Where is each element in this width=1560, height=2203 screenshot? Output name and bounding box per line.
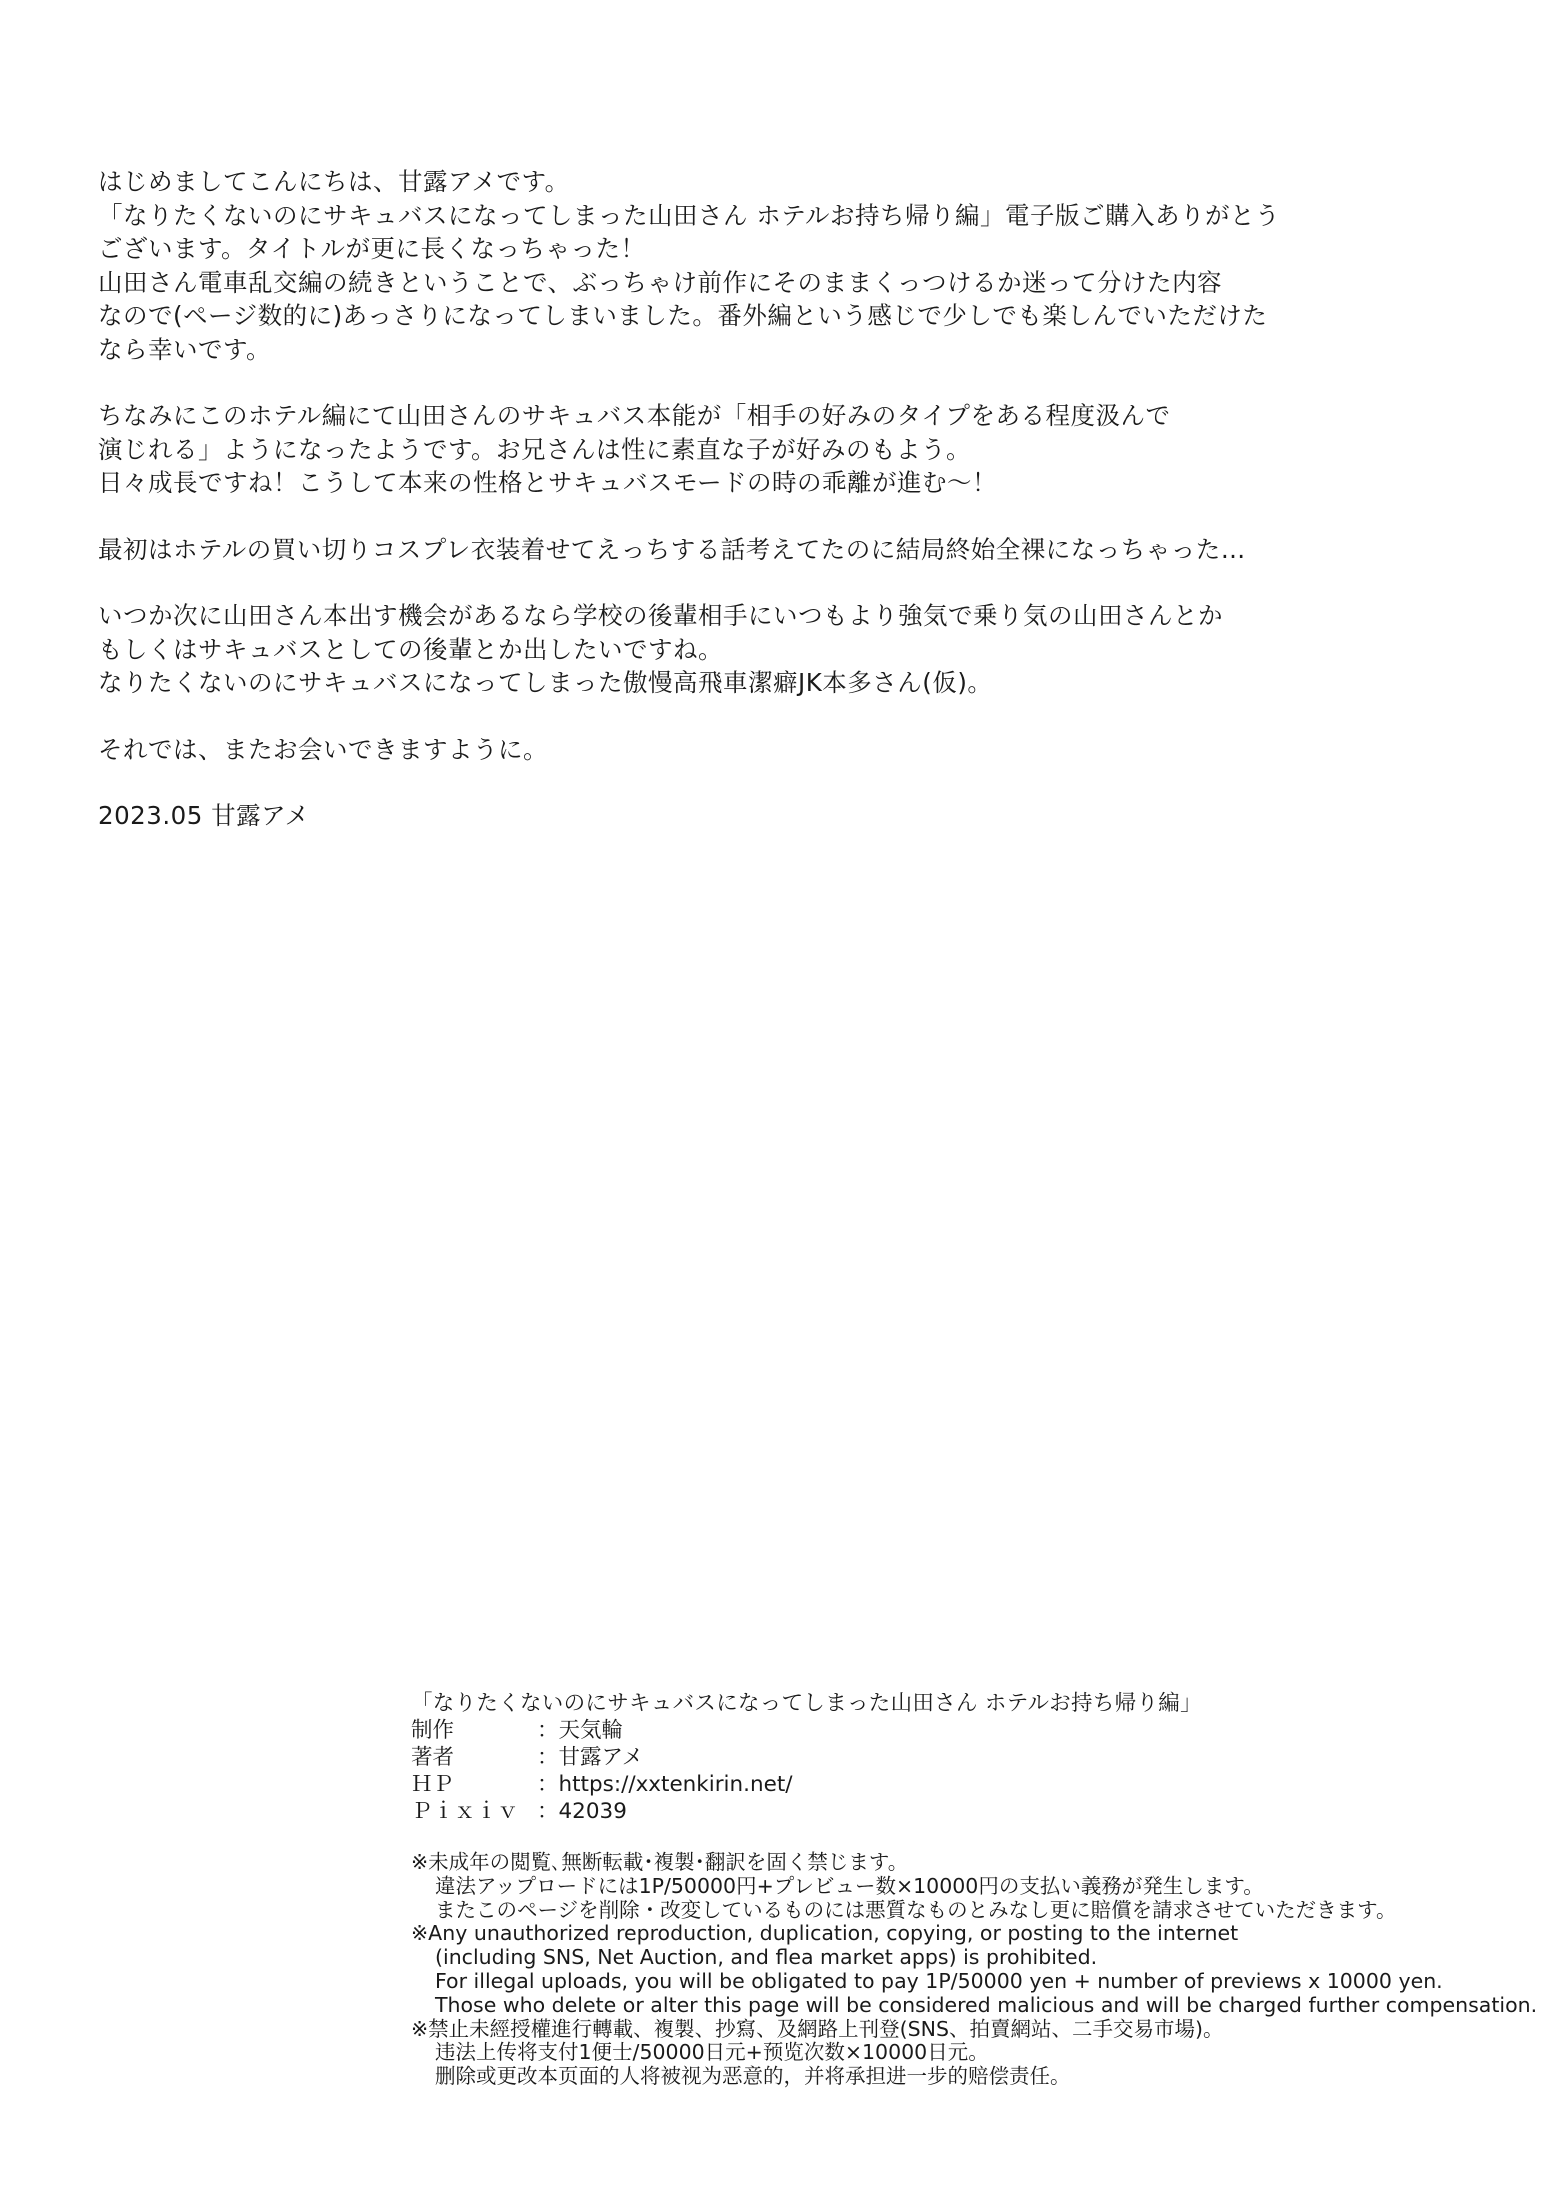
notice-line: For illegal uploads, you will be obligated to pay 1P/50000 yen + number of previews x 10000 yen. [435,1968,1443,1993]
notice-block [411,2018,1531,2089]
notice-block [411,1851,1531,1922]
afterword-line: 「なりたくないのにサキュバスになってしまった山田さん ホテルお持ち帰り編」電子版ご購入ありがとう [98,200,1281,230]
notice-line: (including SNS, Net Auction, and flea market apps) is prohibited. [435,1945,1098,1970]
notice-line: またこのページを削除・改変しているものには悪質なものとみなし更に賠償を請求させていただきます。 [435,1897,1397,1922]
copyright-notices [411,1850,1538,2089]
credit-row [411,1717,1531,1744]
afterword-line: 山田さん電車乱交編の続きということで、ぶっちゃけ前作にそのままくっつけるか迷って分けた内容 [98,267,1223,297]
afterword-paragraph [98,165,1428,366]
afterword-line: なら幸いです。 [98,334,272,364]
credit-value: ：42039 [537,1799,627,1824]
notice-line: ※未成年の閲覧､無断転載･複製･翻訳を固く禁じます。 [411,1850,909,1874]
notice-line: 删除或更改本页面的人将被视为恶意的，并将承担进一步的赔偿责任。 [435,2064,1071,2089]
notice-line: 违法上传将支付1便士/50000日元+预览次数×10000日元。 [435,2040,989,2065]
afterword-line: ございます。タイトルが更に長くなっちゃった！ [98,234,646,263]
afterword-line: 日々成長ですね！こうして本来の性格とサキュバスモードの時の乖離が進む～！ [98,468,998,497]
afterword-line: なりたくないのにサキュバスになってしまった傲慢高飛車潔癖JK本多さん(仮)。 [98,668,993,697]
credit-value: ：https://xxtenkirin.net/ [537,1772,793,1797]
credit-value: ：甘露アメ [537,1745,644,1770]
afterword-paragraph [98,799,1428,833]
colophon [411,1690,1538,2089]
afterword-line: それでは、またお会いできますように。 [98,734,548,764]
book-title: 「なりたくないのにサキュバスになってしまった山田さん ホテルお持ち帰り編」 [411,1691,1202,1716]
afterword-paragraph [98,599,1428,700]
credit-label: 制作 [411,1718,455,1743]
afterword-line: なので(ページ数的に)あっさりになってしまいました。番外編という感じで少しでも楽しんでいただけた [98,301,1268,330]
afterword-paragraph [98,733,1428,767]
afterword [98,165,1428,866]
notice-line: ※Any unauthorized reproduction, duplication, copying, or posting to the internet [411,1921,1239,1946]
afterword-line: もしくはサキュバスとしての後輩とか出したいですね。 [98,634,723,664]
afterword-line: 最初はホテルの買い切りコスプレ衣装着せてえっちする話考えてたのに結局終始全裸になっちゃった… [98,534,1246,564]
credit-value: ：天気輪 [537,1718,624,1743]
afterword-paragraph [98,533,1428,567]
credits-list [411,1717,1531,1825]
credit-label: Ｐｉｘｉｖ [411,1799,519,1824]
notice-block [411,1921,1538,2017]
afterword-line: いつか次に山田さん本出す機会があるなら学校の後輩相手にいつもより強気で乗り気の山田さんとか [98,601,1223,630]
notice-line: Those who delete or alter this page will be considered malicious and will be charged further compensation. [435,1992,1538,2017]
afterword-paragraph [98,399,1428,500]
credit-row [411,1798,1531,1825]
credit-row [411,1771,1531,1798]
credit-label: 著者 [411,1745,455,1770]
credit-label: ＨＰ [411,1772,455,1797]
notice-line: ※禁止未經授權進行轉載、複製、抄寫、及網路上刊登(SNS、拍賣網站、二手交易市場)。 [411,2016,1224,2041]
afterword-line: ちなみにこのホテル編にて山田さんのサキュバス本能が「相手の好みのタイプをある程度汲んで [98,401,1171,430]
afterword-line: 2023.05 甘露アメ [98,801,310,830]
notice-line: 違法アップロードには1P/50000円+プレビュー数×10000円の支払い義務が発生します。 [435,1873,1264,1898]
credit-row [411,1744,1531,1771]
afterword-line: はじめましてこんにちは、甘露アメです。 [98,167,570,196]
afterword-line: 演じれる」ようになったようです。お兄さんは性に素直な子が好みのもよう。 [98,434,972,464]
